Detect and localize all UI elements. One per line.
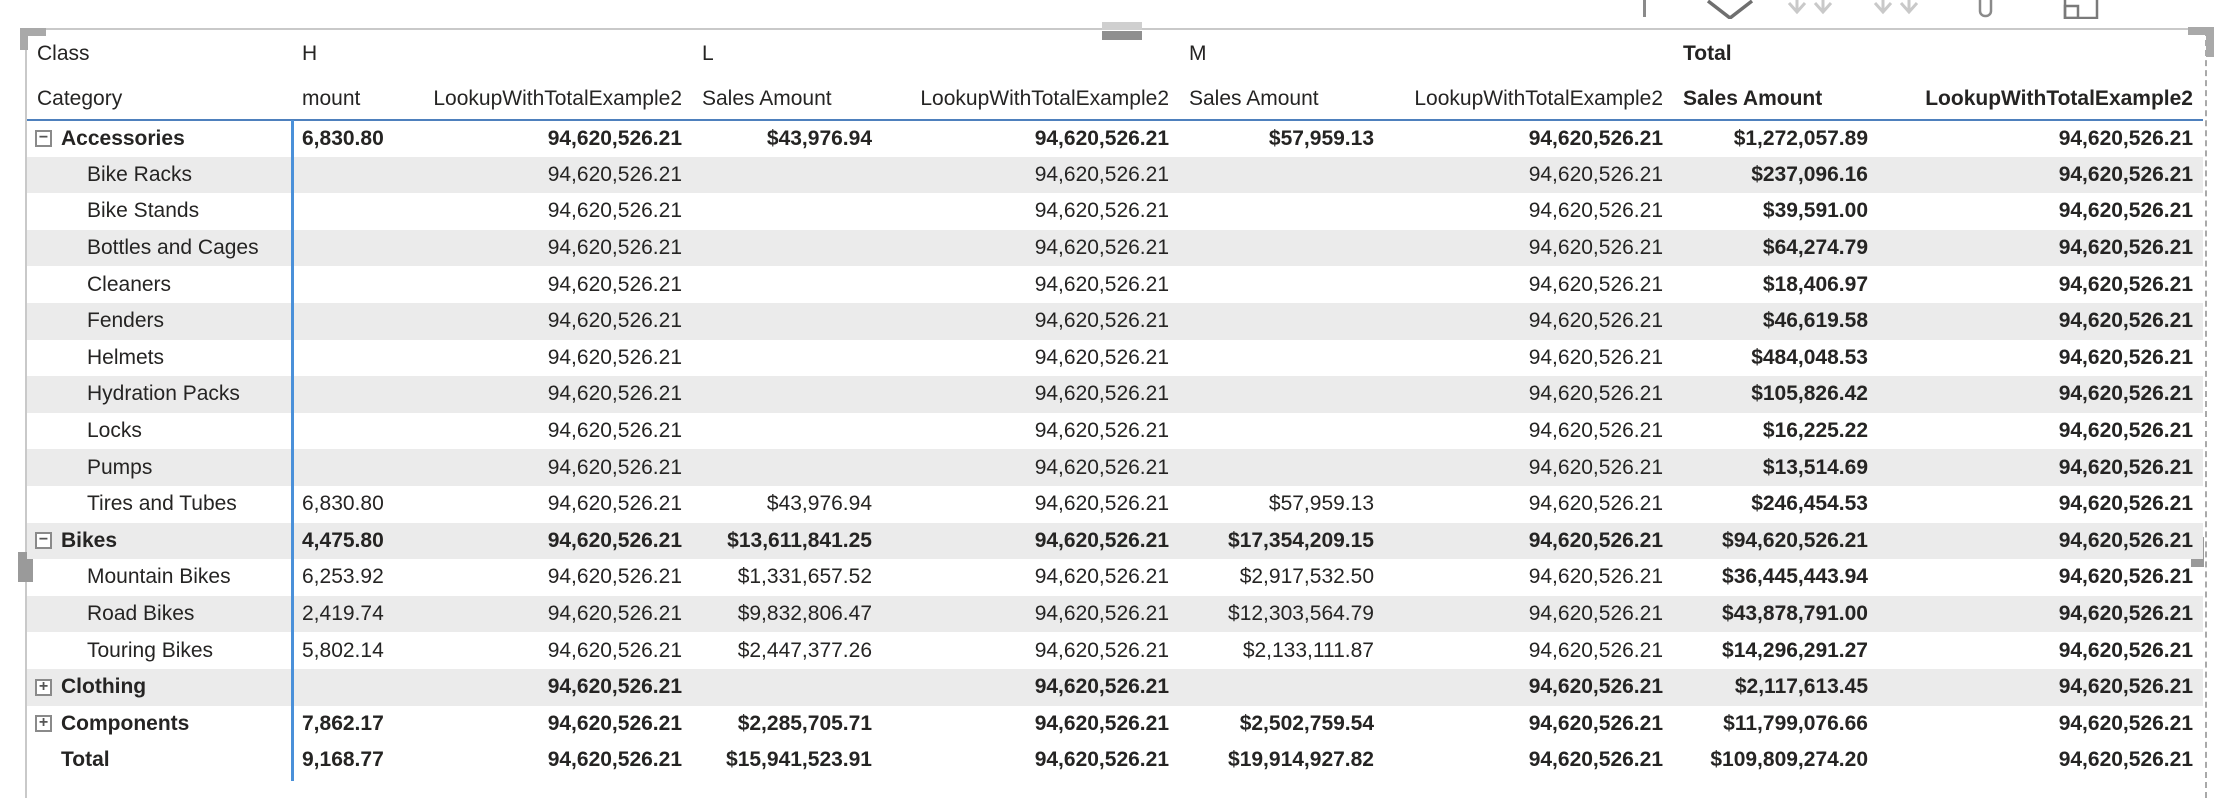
matrix-cell: 94,620,526.21 (1528, 711, 1663, 735)
column-header-class[interactable]: Class (37, 42, 90, 65)
column-resize-guide-line (291, 120, 294, 781)
focus-mode-icon[interactable] (2063, 0, 2101, 24)
matrix-cell: $39,591.00 (1762, 199, 1868, 223)
row-header-label: Touring Bikes (87, 638, 214, 662)
row-header-label: Pumps (87, 455, 153, 479)
row-header-label: Helmets (87, 345, 165, 369)
matrix-cell: 94,620,526.21 (547, 638, 682, 662)
column-header-m[interactable]: M (1189, 42, 1207, 65)
matrix-cell: 94,620,526.21 (547, 748, 682, 772)
matrix-cell: 94,620,526.21 (2058, 711, 2193, 735)
matrix-cell: 94,620,526.21 (2058, 565, 2193, 589)
matrix-cell: 94,620,526.21 (1528, 199, 1663, 223)
matrix-cell: $16,225.22 (1762, 419, 1868, 443)
matrix-cell: 94,620,526.21 (1528, 638, 1663, 662)
matrix-cell (692, 303, 882, 340)
matrix-cell: $46,619.58 (1762, 309, 1868, 333)
matrix-row-locks (27, 413, 2203, 450)
matrix-cell: 6,830.80 (302, 126, 384, 150)
matrix-cell: $36,445,443.94 (1722, 565, 1868, 589)
matrix-cell (292, 669, 388, 706)
matrix-cell: 94,620,526.21 (2058, 419, 2193, 443)
row-header[interactable] (27, 413, 292, 450)
row-header[interactable] (27, 486, 292, 523)
column-header-lookupwithtotalexample2[interactable]: LookupWithTotalExample2 (882, 78, 1179, 120)
matrix-cell: 94,620,526.21 (547, 126, 682, 150)
row-header-label: Tires and Tubes (87, 492, 237, 516)
row-header-label: Total (61, 748, 110, 772)
matrix-cell: 94,620,526.21 (1034, 419, 1169, 443)
matrix-header (27, 30, 2203, 120)
matrix-cell: $14,296,291.27 (1722, 638, 1868, 662)
matrix-cell: 94,620,526.21 (1528, 309, 1663, 333)
matrix-cell: 94,620,526.21 (2058, 345, 2193, 369)
column-header-sales-amount[interactable]: Sales Amount (692, 78, 882, 120)
matrix-cell: 94,620,526.21 (1034, 602, 1169, 626)
column-header-blank-2[interactable] (388, 30, 692, 78)
matrix-cell: 94,620,526.21 (1528, 455, 1663, 479)
matrix-cell: $2,447,377.26 (737, 638, 872, 662)
matrix-cell: 94,620,526.21 (2058, 272, 2193, 296)
row-header-label: Locks (87, 419, 142, 443)
go-to-next-level-icon[interactable] (1786, 0, 1838, 24)
matrix-row-road-bikes (27, 596, 2203, 633)
matrix-cell: 6,830.80 (302, 492, 384, 516)
matrix-cell (1179, 413, 1384, 450)
matrix-cell: 94,620,526.21 (2058, 455, 2193, 479)
matrix-cell: 94,620,526.21 (547, 419, 682, 443)
row-header-label: Bottles and Cages (87, 236, 259, 260)
matrix-cell: 94,620,526.21 (1034, 272, 1169, 296)
visual-selection-dashed-border (2205, 30, 2207, 798)
column-header-blank-6[interactable] (1384, 30, 1673, 78)
row-header[interactable] (27, 230, 292, 267)
matrix-cell: 94,620,526.21 (1034, 528, 1169, 552)
expand-all-down-one-level-icon[interactable] (1872, 0, 1924, 24)
matrix-cell (692, 193, 882, 230)
matrix-cell: $2,502,759.54 (1239, 711, 1374, 735)
matrix-cell: $57,959.13 (1268, 126, 1374, 150)
matrix-table (27, 30, 2203, 779)
matrix-cell: $64,274.79 (1762, 236, 1868, 260)
matrix-cell: $2,133,111.87 (1242, 638, 1374, 662)
pin-icon[interactable] (1977, 0, 1995, 24)
matrix-cell (692, 449, 882, 486)
matrix-cell: $109,809,274.20 (1710, 748, 1868, 772)
matrix-body (27, 120, 2203, 779)
matrix-cell (292, 193, 388, 230)
matrix-cell (1179, 157, 1384, 194)
matrix-visual (27, 30, 2203, 779)
matrix-cell: 94,620,526.21 (547, 492, 682, 516)
matrix-cell: $15,941,523.91 (726, 748, 872, 772)
column-header-lookupwithtotalexample2[interactable]: LookupWithTotalExample2 (1384, 78, 1673, 120)
matrix-cell: 94,620,526.21 (1034, 126, 1169, 150)
row-header[interactable] (27, 376, 292, 413)
matrix-cell (292, 230, 388, 267)
row-header-label: Bikes (61, 528, 118, 552)
row-header-label: Road Bikes (87, 602, 195, 626)
matrix-cell: 94,620,526.21 (547, 602, 682, 626)
matrix-cell (292, 266, 388, 303)
expand-toggle-icon[interactable]: + (35, 679, 52, 696)
matrix-row-accessories (27, 120, 2203, 157)
matrix-cell: 94,620,526.21 (2058, 638, 2193, 662)
matrix-cell: $2,917,532.50 (1239, 565, 1374, 589)
matrix-row-hydration-packs (27, 376, 2203, 413)
matrix-cell: 4,475.80 (302, 528, 384, 552)
matrix-cell: 94,620,526.21 (1528, 602, 1663, 626)
matrix-cell: $11,799,076.66 (1723, 711, 1868, 735)
matrix-row-cleaners (27, 266, 2203, 303)
drag-handle-top-center[interactable] (1102, 22, 1142, 30)
matrix-cell: 94,620,526.21 (1034, 638, 1169, 662)
matrix-cell (1179, 669, 1384, 706)
matrix-cell: $12,303,564.79 (1228, 602, 1374, 626)
matrix-cell: 94,620,526.21 (1034, 748, 1169, 772)
row-header-label: Components (61, 711, 190, 735)
matrix-cell: 94,620,526.21 (2058, 748, 2193, 772)
matrix-cell: 94,620,526.21 (2058, 492, 2193, 516)
matrix-cell: 9,168.77 (302, 748, 384, 772)
matrix-row-clothing (27, 669, 2203, 706)
matrix-cell (1179, 230, 1384, 267)
row-header[interactable] (27, 193, 292, 230)
matrix-cell: $484,048.53 (1751, 345, 1868, 369)
matrix-cell: 94,620,526.21 (2058, 675, 2193, 699)
matrix-cell: 94,620,526.21 (547, 711, 682, 735)
matrix-cell: 94,620,526.21 (1034, 199, 1169, 223)
column-header-blank-4[interactable] (882, 30, 1179, 78)
matrix-row-bikes (27, 523, 2203, 560)
matrix-row-components (27, 706, 2203, 743)
matrix-cell: $17,354,209.15 (1228, 528, 1374, 552)
matrix-row-bike-stands (27, 193, 2203, 230)
row-header[interactable] (27, 266, 292, 303)
row-header-label: Bike Racks (87, 162, 193, 186)
matrix-cell: 94,620,526.21 (547, 528, 682, 552)
row-header[interactable] (27, 559, 292, 596)
matrix-cell: 94,620,526.21 (1528, 748, 1663, 772)
matrix-cell: 94,620,526.21 (1034, 455, 1169, 479)
row-header[interactable] (27, 523, 292, 560)
matrix-cell: 94,620,526.21 (2058, 199, 2193, 223)
matrix-cell: $43,976.94 (766, 492, 872, 516)
drill-up-icon[interactable] (1643, 0, 1646, 17)
row-header-label: Hydration Packs (87, 382, 240, 406)
matrix-cell (1179, 376, 1384, 413)
row-header[interactable] (27, 669, 292, 706)
matrix-cell: 94,620,526.21 (1034, 309, 1169, 333)
matrix-cell: 94,620,526.21 (1034, 236, 1169, 260)
row-header-label: Fenders (87, 309, 165, 333)
matrix-cell: 94,620,526.21 (2058, 126, 2193, 150)
matrix-cell: 94,620,526.21 (547, 565, 682, 589)
matrix-cell (292, 157, 388, 194)
matrix-cell (1179, 193, 1384, 230)
matrix-cell: $237,096.16 (1751, 162, 1868, 186)
row-header[interactable] (27, 742, 292, 779)
column-header-l[interactable]: L (702, 42, 714, 65)
column-header-h[interactable]: H (302, 42, 318, 65)
row-header[interactable] (27, 157, 292, 194)
matrix-cell: 94,620,526.21 (1528, 272, 1663, 296)
matrix-cell (1179, 449, 1384, 486)
matrix-cell: 94,620,526.21 (547, 309, 682, 333)
matrix-cell (692, 266, 882, 303)
matrix-cell: $94,620,526.21 (1722, 528, 1868, 552)
matrix-cell (292, 303, 388, 340)
column-header-total[interactable]: Total (1683, 42, 1732, 65)
row-header[interactable] (27, 449, 292, 486)
matrix-row-total (27, 742, 2203, 779)
matrix-cell: $19,914,927.82 (1228, 748, 1374, 772)
column-header-sales-amount[interactable]: Sales Amount (1179, 78, 1384, 120)
matrix-cell: $246,454.53 (1751, 492, 1868, 516)
row-header-label: Mountain Bikes (87, 565, 231, 589)
matrix-row-tires-and-tubes (27, 486, 2203, 523)
matrix-cell: 94,620,526.21 (1034, 711, 1169, 735)
matrix-cell: $2,285,705.71 (737, 711, 872, 735)
matrix-cell: 94,620,526.21 (1528, 162, 1663, 186)
matrix-cell: $2,117,613.45 (1734, 675, 1868, 699)
column-header-mount[interactable]: mount (292, 78, 388, 120)
matrix-cell: 94,620,526.21 (1528, 675, 1663, 699)
row-header[interactable] (27, 596, 292, 633)
matrix-cell: 94,620,526.21 (1034, 345, 1169, 369)
row-header[interactable] (27, 303, 292, 340)
matrix-cell (1179, 303, 1384, 340)
matrix-cell (292, 413, 388, 450)
row-header[interactable] (27, 120, 292, 157)
column-header-category[interactable]: Category (27, 78, 292, 120)
matrix-cell: 94,620,526.21 (1034, 565, 1169, 589)
column-header-sales-amount[interactable]: Sales Amount (1673, 78, 1878, 120)
matrix-row-mountain-bikes (27, 559, 2203, 596)
row-header-label: Clothing (61, 675, 147, 699)
matrix-cell: 94,620,526.21 (2058, 236, 2193, 260)
matrix-row-fenders (27, 303, 2203, 340)
matrix-cell: 5,802.14 (302, 638, 384, 662)
row-header-label: Bike Stands (87, 199, 200, 223)
matrix-cell: 94,620,526.21 (2058, 602, 2193, 626)
matrix-cell (692, 340, 882, 377)
matrix-cell: 94,620,526.21 (1528, 492, 1663, 516)
drill-down-icon[interactable] (1705, 0, 1755, 24)
matrix-cell: 94,620,526.21 (547, 199, 682, 223)
matrix-cell: $43,976.94 (766, 126, 872, 150)
matrix-cell: 94,620,526.21 (1034, 675, 1169, 699)
matrix-cell: 94,620,526.21 (1528, 565, 1663, 589)
row-header[interactable] (27, 632, 292, 669)
matrix-cell: 94,620,526.21 (547, 382, 682, 406)
matrix-cell (1179, 266, 1384, 303)
matrix-cell: 94,620,526.21 (1528, 419, 1663, 443)
matrix-cell: 94,620,526.21 (2058, 309, 2193, 333)
matrix-cell: 7,862.17 (302, 711, 384, 735)
matrix-cell: 94,620,526.21 (1034, 382, 1169, 406)
matrix-cell: $1,272,057.89 (1733, 126, 1868, 150)
matrix-row-touring-bikes (27, 632, 2203, 669)
matrix-row-bike-racks (27, 157, 2203, 194)
matrix-cell: 94,620,526.21 (547, 675, 682, 699)
matrix-cell (292, 340, 388, 377)
matrix-cell: $18,406.97 (1762, 272, 1868, 296)
row-header-label: Accessories (61, 126, 185, 150)
collapse-toggle-icon[interactable]: − (35, 130, 52, 147)
matrix-cell: $9,832,806.47 (737, 602, 872, 626)
column-header-lookupwithtotalexample2[interactable]: LookupWithTotalExample2 (388, 78, 692, 120)
matrix-cell: 94,620,526.21 (547, 236, 682, 260)
matrix-cell: 2,419.74 (302, 602, 384, 626)
matrix-cell: 94,620,526.21 (547, 455, 682, 479)
matrix-cell: 94,620,526.21 (547, 272, 682, 296)
matrix-cell (1179, 340, 1384, 377)
matrix-row-helmets (27, 340, 2203, 377)
matrix-cell (692, 669, 882, 706)
row-header-label: Cleaners (87, 272, 172, 296)
collapse-toggle-icon[interactable]: − (35, 532, 52, 549)
matrix-cell: 94,620,526.21 (1034, 162, 1169, 186)
column-header-blank-8[interactable] (1878, 30, 2203, 78)
row-header[interactable] (27, 706, 292, 743)
matrix-cell: 94,620,526.21 (1528, 382, 1663, 406)
row-header[interactable] (27, 340, 292, 377)
matrix-cell: 94,620,526.21 (547, 162, 682, 186)
matrix-cell (292, 376, 388, 413)
expand-toggle-icon[interactable]: + (35, 715, 52, 732)
matrix-cell: 94,620,526.21 (1528, 236, 1663, 260)
matrix-cell (692, 157, 882, 194)
matrix-cell (292, 449, 388, 486)
matrix-cell: 94,620,526.21 (1034, 492, 1169, 516)
matrix-cell (692, 376, 882, 413)
matrix-cell: 94,620,526.21 (1528, 345, 1663, 369)
matrix-cell: 94,620,526.21 (2058, 382, 2193, 406)
matrix-cell (692, 413, 882, 450)
matrix-cell: 94,620,526.21 (2058, 528, 2193, 552)
matrix-cell: $1,331,657.52 (737, 565, 872, 589)
matrix-row-bottles-and-cages (27, 230, 2203, 267)
matrix-cell: 6,253.92 (302, 565, 384, 589)
matrix-cell: $13,514.69 (1762, 455, 1868, 479)
column-header-lookupwithtotalexample2[interactable]: LookupWithTotalExample2 (1878, 78, 2203, 120)
matrix-cell: $43,878,791.00 (1722, 602, 1868, 626)
matrix-cell: $57,959.13 (1268, 492, 1374, 516)
matrix-cell: 94,620,526.21 (1528, 126, 1663, 150)
matrix-cell: $13,611,841.25 (727, 528, 872, 552)
matrix-cell: 94,620,526.21 (2058, 162, 2193, 186)
matrix-row-pumps (27, 449, 2203, 486)
matrix-cell: $105,826.42 (1751, 382, 1868, 406)
matrix-cell: 94,620,526.21 (1528, 528, 1663, 552)
matrix-cell (692, 230, 882, 267)
matrix-cell: 94,620,526.21 (547, 345, 682, 369)
